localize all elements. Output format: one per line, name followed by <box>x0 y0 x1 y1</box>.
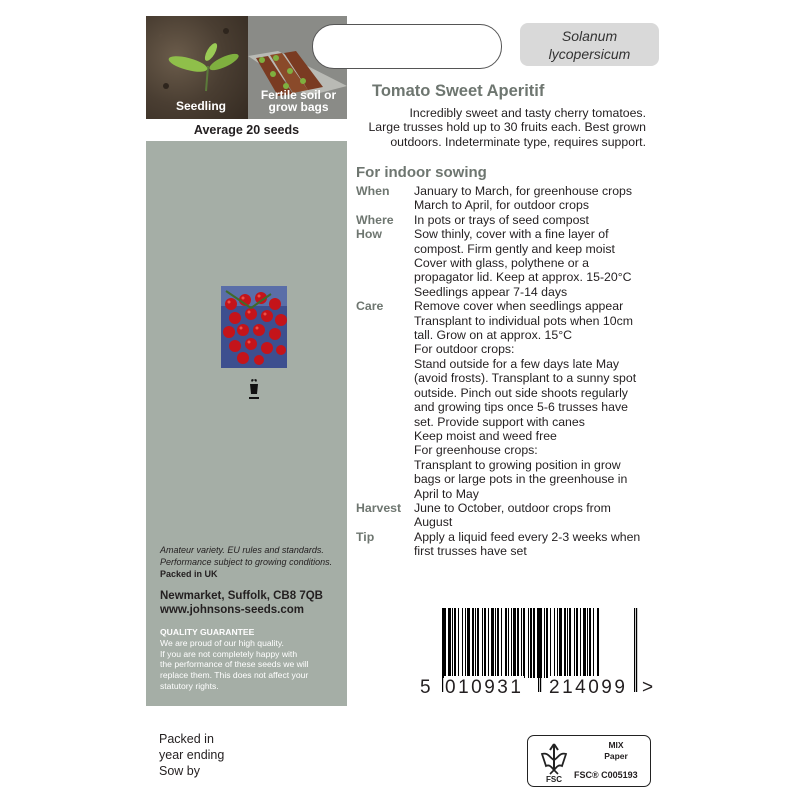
instruction-line: Seedlings appear 7-14 days <box>414 284 568 299</box>
disclaimer <box>160 544 342 580</box>
instruction-line: outside. Pinch out side shoots regularly <box>414 385 628 400</box>
description-line: Large trusses hold up to 30 fruits each. Best grown <box>368 120 646 135</box>
instruction-line: bags or large pots in the greenhouse in <box>414 472 628 487</box>
sowing-instructions <box>356 184 656 559</box>
instruction-text <box>414 501 656 530</box>
instruction-line: March to April, for outdoor crops <box>414 198 589 213</box>
instruction-text <box>414 299 656 501</box>
seedling-label: Seedling <box>176 99 227 113</box>
instruction-line: April to May <box>414 486 479 501</box>
instruction-line: Sow thinly, cover with a fine layer of <box>414 227 609 242</box>
section-heading: For indoor sowing <box>356 164 487 181</box>
product-title: Tomato Sweet Aperitif <box>372 82 545 100</box>
instruction-line: compost. Firm gently and keep moist <box>414 241 615 256</box>
guarantee-title: QUALITY GUARANTEE <box>160 627 255 637</box>
barcode-arrow: > <box>642 677 654 698</box>
instruction-label: When <box>356 184 390 198</box>
instruction-label: Tip <box>356 529 375 544</box>
soil-label: Fertile soil or grow bags <box>260 88 337 114</box>
instruction-line: tall. Grow on at approx. 15°C <box>414 328 573 343</box>
barcode-number <box>420 676 658 700</box>
fsc-mix-text <box>586 740 646 762</box>
instruction-line: In pots or trays of seed compost <box>414 212 589 227</box>
instruction-text <box>414 213 656 227</box>
instruction-row-where <box>356 213 656 227</box>
barcode-group-right: 214099 <box>549 677 628 698</box>
guarantee-line: If you are not completely happy with <box>160 648 298 659</box>
instruction-line: For outdoor crops: <box>414 342 515 357</box>
instruction-line: first trusses have set <box>414 544 527 559</box>
instruction-line: (avoid frosts). Transplant to a sunny spot <box>414 371 637 386</box>
seedling-photo <box>146 16 248 119</box>
instruction-label: How <box>356 227 382 242</box>
disclaimer-line: Amateur variety. EU rules and standards. <box>160 545 324 555</box>
instruction-line: and growing tips once 5-6 trusses have <box>414 400 628 415</box>
instruction-row-how <box>356 227 656 299</box>
address-line: Newmarket, Suffolk, CB8 7QB <box>160 590 323 602</box>
cherry-tomato-illustration <box>221 286 287 368</box>
guarantee-line: statutory rights. <box>160 680 219 691</box>
instruction-line: For greenhouse crops: <box>414 443 538 458</box>
fsc-paper: Paper <box>604 751 628 761</box>
latin-species: lycopersicum <box>548 46 631 62</box>
instruction-line: Transplant to individual pots when 10cm <box>414 313 633 328</box>
instruction-label: Care <box>356 299 384 314</box>
instruction-line: Remove cover when seedlings appear <box>414 299 624 314</box>
guarantee-line: We are proud of our high quality. <box>160 637 284 648</box>
packed-in-line: Packed in <box>159 732 214 746</box>
fsc-mix: MIX <box>608 740 624 750</box>
fsc-code: FSC® C005193 <box>574 770 638 780</box>
instruction-line: Keep moist and weed free <box>414 428 557 443</box>
instruction-row-care <box>356 299 656 501</box>
instruction-row-harvest <box>356 501 656 530</box>
left-column <box>146 16 347 706</box>
latin-genus: Solanum <box>561 28 618 44</box>
website-link[interactable]: www.johnsons-seeds.com <box>160 604 304 616</box>
disclaimer-line: Performance subject to growing conditions. <box>160 557 333 567</box>
blank-label-area <box>312 24 502 69</box>
instruction-label: Where <box>356 212 394 227</box>
instruction-line: set. Provide support with canes <box>414 414 585 429</box>
seeds-count: Average 20 seeds <box>146 119 347 141</box>
packed-info <box>159 731 224 779</box>
barcode-group-left: 010931 <box>445 677 524 698</box>
instruction-text <box>414 530 656 559</box>
product-description <box>356 106 646 149</box>
instruction-label: Harvest <box>356 500 402 515</box>
latin-name-box <box>520 23 659 66</box>
instruction-text <box>414 227 656 299</box>
description-line: Incredibly sweet and tasty cherry tomatoes. <box>409 106 646 120</box>
instruction-line: Transplant to growing position in grow <box>414 457 621 472</box>
fsc-label <box>527 735 651 787</box>
instruction-line: Cover with glass, polythene or a <box>414 256 589 271</box>
instruction-line: August <box>414 515 453 530</box>
year-ending-line: year ending <box>159 748 225 762</box>
instruction-text <box>414 184 656 213</box>
quality-guarantee <box>160 627 345 692</box>
instruction-line: Apply a liquid feed every 2-3 weeks when <box>414 529 641 544</box>
fsc-logo-text: FSC <box>546 775 562 784</box>
guarantee-line: replace them. This does not affect your <box>160 670 309 681</box>
description-line: outdoors. Indeterminate type, requires support. <box>390 134 646 149</box>
instruction-line: January to March, for greenhouse crops <box>414 184 633 198</box>
instruction-row-when <box>356 184 656 213</box>
instruction-line: Stand outside for a few days late May <box>414 356 620 371</box>
packed-in-label: Packed in UK <box>160 569 218 579</box>
guarantee-line: the performance of these seeds we will <box>160 659 309 670</box>
fsc-tree-icon <box>536 740 572 784</box>
instruction-line: June to October, outdoor crops from <box>414 500 611 515</box>
sow-by-line: Sow by <box>159 764 200 778</box>
instruction-row-tip <box>356 530 656 559</box>
info-panel <box>146 141 347 706</box>
address <box>160 589 342 617</box>
award-icon <box>247 378 261 402</box>
barcode-lead-digit: 5 <box>420 677 431 698</box>
tomato-photo <box>221 286 287 368</box>
instruction-line: propagator lid. Keep at approx. 15-20°C <box>414 270 632 285</box>
